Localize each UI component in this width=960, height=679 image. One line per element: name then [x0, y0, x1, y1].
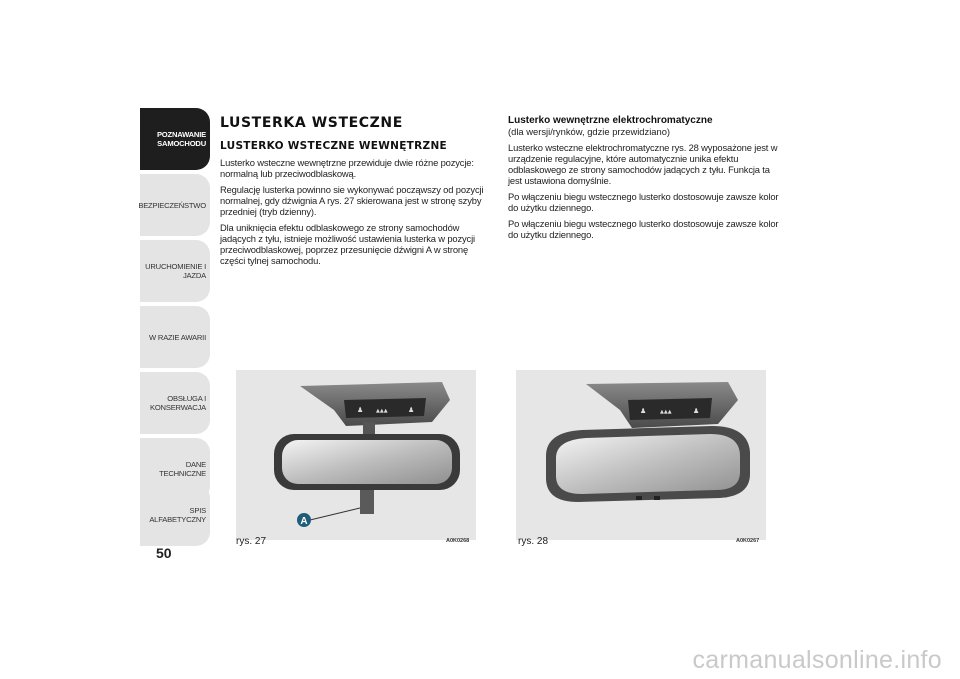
- tab-spis-alfabetyczny[interactable]: SPIS ALFABETYCZNY: [140, 484, 210, 546]
- paragraph: Po włączeniu biegu wstecznego lusterko dostosowuje zawsze kolor do użytku dziennego.: [508, 218, 779, 240]
- figure-28-code: A0K0267: [736, 538, 760, 544]
- availability-note: (dla wersji/rynków, gdzie przewidziano): [508, 126, 671, 137]
- svg-text:♟: ♟: [408, 406, 415, 414]
- tab-uruchomienie-i-jazda[interactable]: URUCHOMIENIE I JAZDA: [140, 240, 210, 302]
- paragraph: Dla uniknięcia efektu odblaskowego ze strony samochodów jadących z tyłu, istnieje możliwość ustawienia lusterka w pozycji przeciwodblaskowej, poprzez przesunięcie dźwigni A w stronę części tylnej samochodu.: [220, 222, 475, 266]
- page-number: 50: [156, 545, 172, 561]
- figure-28: [516, 370, 766, 540]
- svg-text:♟: ♟: [640, 407, 647, 415]
- figure-28-caption: rys. 28: [518, 536, 549, 547]
- svg-text:▲▲▲: ▲▲▲: [660, 409, 672, 415]
- section-title: LUSTERKA WSTECZNE: [220, 115, 403, 131]
- svg-text:♟: ♟: [357, 406, 364, 414]
- tab-poznawanie-samochodu[interactable]: POZNAWANIE SAMOCHODU: [140, 108, 210, 170]
- electrochromic-mirror-illustration: [516, 370, 766, 540]
- tab-dane-techniczne[interactable]: DANE TECHNICZNE: [140, 438, 210, 500]
- figure-27-code: A0K0268: [446, 538, 470, 544]
- svg-text:▲▲▲: ▲▲▲: [376, 408, 388, 414]
- tab-obsluga-i-konserwacja[interactable]: OBSŁUGA I KONSERWACJA: [140, 372, 210, 434]
- svg-text:A: A: [300, 516, 308, 527]
- subsection-heading: Lusterko wewnętrzne elektrochromatyczne: [508, 115, 713, 126]
- tab-bezpieczenstwo[interactable]: BEZPIECZEŃSTWO: [140, 174, 210, 236]
- figure-27: [236, 370, 476, 540]
- paragraph: Lusterko wsteczne wewnętrzne przewiduje dwie różne pozycje: normalną lub przeciwodblaskową.: [220, 157, 474, 179]
- figure-27-caption: rys. 27: [236, 536, 267, 547]
- standard-mirror-illustration: [236, 370, 476, 540]
- right-column: [508, 115, 783, 245]
- left-column: [220, 115, 492, 271]
- paragraph: Po włączeniu biegu wstecznego lusterko dostosowuje zawsze kolor do użytku dziennego.: [508, 191, 779, 213]
- section-subtitle: LUSTERKO WSTECZNE WEWNĘTRZNE: [220, 140, 448, 152]
- paragraph: Lusterko wsteczne elektrochromatyczne rys. 28 wyposażone jest w urządzenie regulacyjne, które automatycznie unika efektu odblaskowego ze strony samochodów jadących z tyłu. Funkcja ta jest ustawiona domyślnie.: [508, 142, 778, 186]
- paragraph: Regulację lusterka powinno sie wykonywać począwszy od pozycji normalnej, gdy dźwignia A rys. 27 skierowana jest w stronę szyby przedniej (tryb dzienny).: [220, 184, 484, 217]
- svg-text:♟: ♟: [693, 407, 700, 415]
- tab-w-razie-awarii[interactable]: W RAZIE AWARII: [140, 306, 210, 368]
- site-watermark: carmanualsonline.info: [692, 646, 942, 674]
